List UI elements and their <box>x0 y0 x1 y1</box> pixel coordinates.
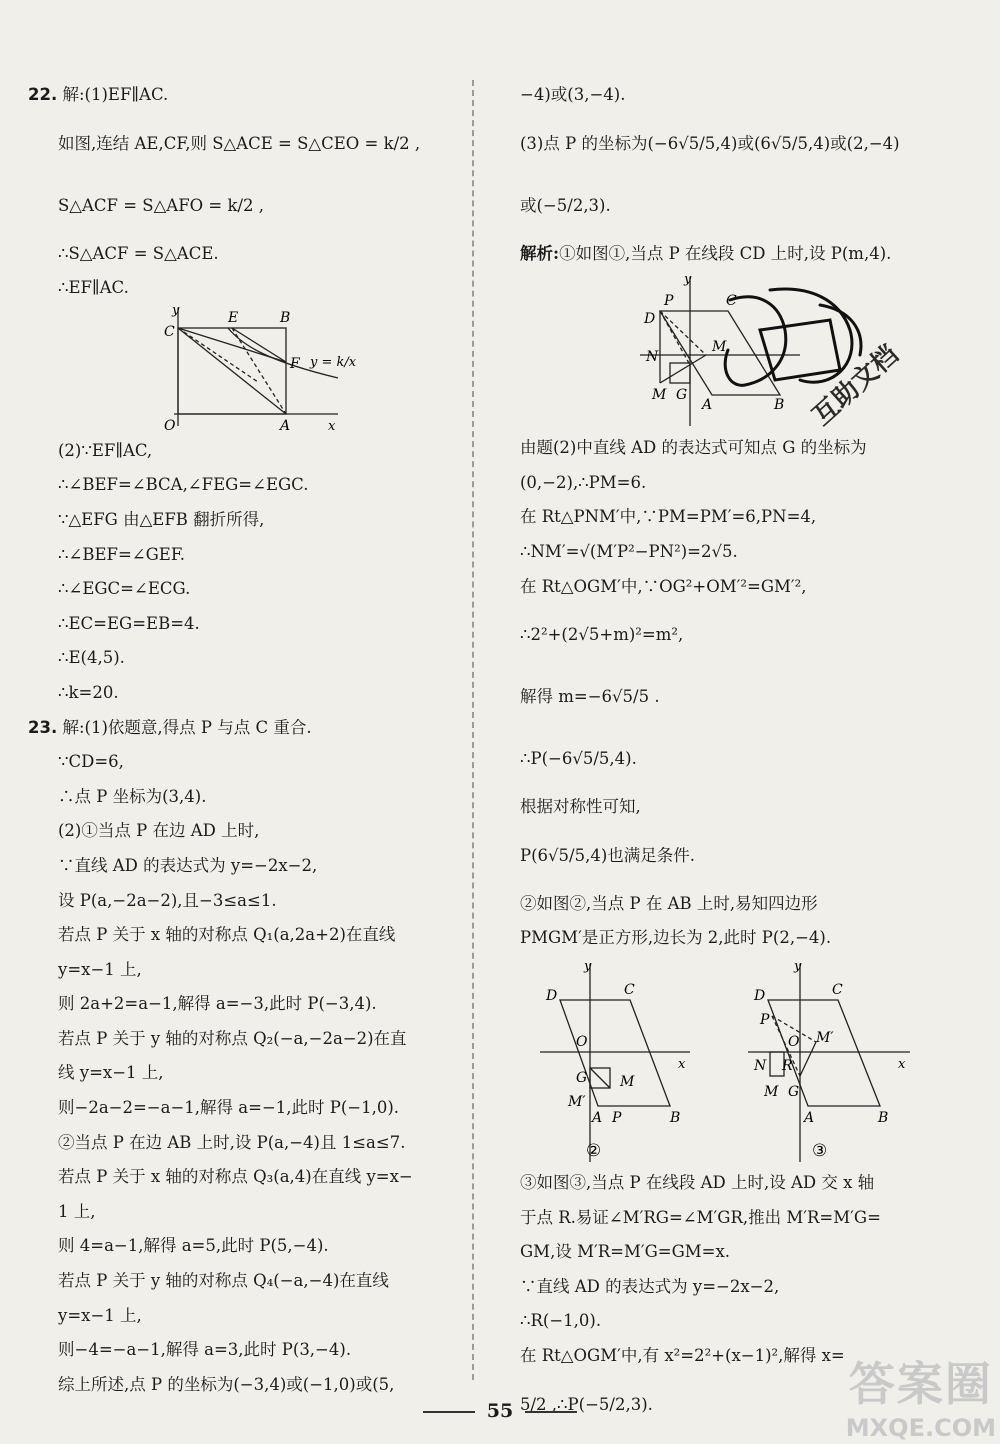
text-line: 综上所述,点 P 的坐标为(−3,4)或(−1,0)或(5, <box>58 1374 395 1394</box>
column-divider <box>472 80 474 1380</box>
point-label: D <box>754 987 766 1004</box>
text-line: 1 上, <box>58 1201 96 1221</box>
point-label: D <box>546 987 558 1004</box>
point-label: C <box>164 323 175 340</box>
figure-22 <box>28 306 468 434</box>
text-line: ∴∠BEF=∠BCA,∠FEG=∠EGC. <box>58 475 309 495</box>
figure-2-shapes <box>540 964 690 1162</box>
figures-2-3 <box>520 956 975 1166</box>
axis-label: y <box>794 958 802 974</box>
text-line: ∴k=20. <box>58 682 119 702</box>
point-label: M′ <box>816 1029 834 1046</box>
text-line: ∵直线 AD 的表达式为 y=−2x−2, <box>520 1276 780 1296</box>
left-column <box>28 78 468 1402</box>
text-line: y=x−1 上, <box>58 959 142 979</box>
point-label: A <box>702 397 713 414</box>
analysis-heading: 解析: <box>520 243 560 263</box>
point-label: N <box>646 349 659 366</box>
text-line: 根据对称性可知, <box>520 797 641 817</box>
text-line: ∴∠BEF=∠GEF. <box>58 544 185 564</box>
text-line: 线 y=x−1 上, <box>58 1063 164 1083</box>
text-line: ∴E(4,5). <box>58 648 125 668</box>
text-line: ∴R(−1,0). <box>520 1311 602 1331</box>
text-line: ②如图②,当点 P 在 AB 上时,易知四边形 <box>520 893 818 913</box>
text-line: 在 Rt△OGM′中,∵OG²+OM′²=GM′², <box>520 576 807 596</box>
point-label: C <box>832 981 843 998</box>
origin-label: O <box>576 1033 588 1050</box>
text-line: ∴S△ACF = S△ACE. <box>58 243 219 263</box>
text-line: ∴EC=EG=EB=4. <box>58 613 200 633</box>
question-number: 23. <box>28 717 58 737</box>
text-line: ∴2²+(2√5+m)²=m², <box>520 625 684 645</box>
text-line: 设 P(a,−2a−2),且−3≤a≤1. <box>58 890 277 910</box>
text-line: 若点 P 关于 x 轴的对称点 Q₁(a,2a+2)在直线 <box>58 925 396 945</box>
figure-3-shapes <box>748 964 910 1162</box>
text-line: S△ACF = S△AFO = k/2 , <box>58 195 265 215</box>
point-label: A <box>804 1109 815 1126</box>
text-line: 解得 m=−6√5/5 . <box>520 687 660 707</box>
point-label: C <box>624 981 635 998</box>
point-label: C <box>726 293 737 310</box>
text-line: 若点 P 关于 y 轴的对称点 Q₂(−a,−2a−2)在直 <box>58 1028 407 1048</box>
text-line: ∵CD=6, <box>58 752 124 772</box>
text-line: 则−4=−a−1,解得 a=3,此时 P(3,−4). <box>58 1340 352 1360</box>
page-number: 55 <box>0 1400 1000 1422</box>
text-line: (2)①当点 P 在边 AD 上时, <box>58 821 260 841</box>
text-line: 在 Rt△OGM′中,有 x²=2²+(x−1)²,解得 x= <box>520 1345 845 1365</box>
point-label: B <box>774 397 785 414</box>
point-label: B <box>670 1109 681 1126</box>
point-label: G <box>576 1069 588 1086</box>
text-line: (0,−2),∴PM=6. <box>520 472 647 492</box>
point-label: M <box>712 339 727 356</box>
text-line: ∴EF∥AC. <box>58 278 129 298</box>
point-label: A <box>280 417 291 434</box>
watermark-url: MXQE.COM <box>845 1414 996 1442</box>
text-line: P(6√5/5,4)也满足条件. <box>520 845 696 865</box>
text-line: −4)或(3,−4). <box>520 85 626 104</box>
text-line: 5/2 ,∴P(−5/2,3). <box>520 1394 653 1414</box>
text-line: ∵直线 AD 的表达式为 y=−2x−2, <box>58 855 318 875</box>
point-label: P <box>664 293 674 310</box>
point-label: M <box>764 1083 779 1100</box>
point-label: P <box>760 1011 770 1028</box>
text-line: 由题(2)中直线 AD 的表达式可知点 G 的坐标为 <box>520 438 867 458</box>
point-label: D <box>644 311 656 328</box>
axis-label: y <box>172 305 180 318</box>
text-line: ①如图①,当点 P 在线段 CD 上时,设 P(m,4). <box>559 243 892 263</box>
text-line: 于点 R.易证∠M′RG=∠M′GR,推出 M′R=M′G= <box>520 1207 881 1227</box>
text-line: (2)∵EF∥AC, <box>58 440 153 460</box>
point-label: N <box>754 1057 767 1074</box>
text-line: 或(−5/2,3). <box>520 195 611 215</box>
stamp-text: 互助文档 <box>807 339 905 432</box>
point-label: P <box>612 1109 622 1126</box>
text-line: ∴点 P 坐标为(3,4). <box>58 786 207 806</box>
point-label: B <box>878 1109 889 1126</box>
text-line: GM,设 M′R=M′G=GM=x. <box>520 1242 731 1262</box>
text-line: PMGM′是正方形,边长为 2,此时 P(2,−4). <box>520 928 832 948</box>
axis-label: x <box>898 1056 906 1072</box>
text-line: 如图,连结 AE,CF,则 S△ACE = S△CEO = k/2 , <box>58 133 421 153</box>
text-line: ∴P(−6√5/5,4). <box>520 749 637 769</box>
watermark-text: 答案圈 <box>848 1357 993 1411</box>
axis-label: x <box>328 418 336 434</box>
origin-label: O <box>164 417 176 434</box>
text-line: 则−2a−2=−a−1,解得 a=−1,此时 P(−1,0). <box>58 1098 400 1118</box>
text-line: ②当点 P 在边 AB 上时,设 P(a,−4)且 1≤a≤7. <box>58 1132 406 1152</box>
point-label: M <box>620 1073 635 1090</box>
text-line: 解:(1)EF∥AC. <box>62 85 169 104</box>
point-label: A <box>592 1109 603 1126</box>
text-line: 若点 P 关于 y 轴的对称点 Q₄(−a,−4)在直线 <box>58 1271 389 1291</box>
watermark-logo <box>846 1348 996 1442</box>
axis-label: x <box>678 1056 686 1072</box>
axis-label: y <box>584 958 592 974</box>
point-label: M <box>652 387 667 404</box>
point-label: M′ <box>568 1093 586 1110</box>
point-label: B <box>280 309 291 326</box>
figure-caption: ③ <box>812 1140 828 1161</box>
point-label: G <box>676 387 688 404</box>
text-line: 解:(1)依题意,得点 P 与点 C 重合. <box>62 717 312 737</box>
figure-caption: ② <box>586 1140 602 1161</box>
text-line: (3)点 P 的坐标为(−6√5/5,4)或(6√5/5,4)或(2,−4) <box>520 133 900 153</box>
point-label: G <box>788 1083 800 1100</box>
text-line: 则 2a+2=a−1,解得 a=−3,此时 P(−3,4). <box>58 994 377 1014</box>
point-label: R <box>782 1057 793 1074</box>
text-line: ∵△EFG 由△EFB 翻折所得, <box>58 509 265 529</box>
axis-label: y <box>684 272 692 288</box>
text-line: 若点 P 关于 x 轴的对称点 Q₃(a,4)在直线 y=x− <box>58 1167 413 1187</box>
text-line: y=x−1 上, <box>58 1305 142 1325</box>
point-label: E <box>228 309 239 326</box>
text-line: ③如图③,当点 P 在线段 AD 上时,设 AD 交 x 轴 <box>520 1172 875 1192</box>
text-line: 在 Rt△PNM′中,∵PM=PM′=6,PN=4, <box>520 507 817 527</box>
text-line: ∴∠EGC=∠ECG. <box>58 579 191 599</box>
text-line: ∴NM′=√(M′P²−PN²)=2√5. <box>520 541 738 561</box>
origin-label: O <box>788 1033 800 1050</box>
point-label: F <box>290 355 300 372</box>
text-line: 则 4=a−1,解得 a=5,此时 P(5,−4). <box>58 1236 329 1256</box>
curve-label: y = k/x <box>310 354 357 370</box>
question-number: 22. <box>28 85 58 104</box>
